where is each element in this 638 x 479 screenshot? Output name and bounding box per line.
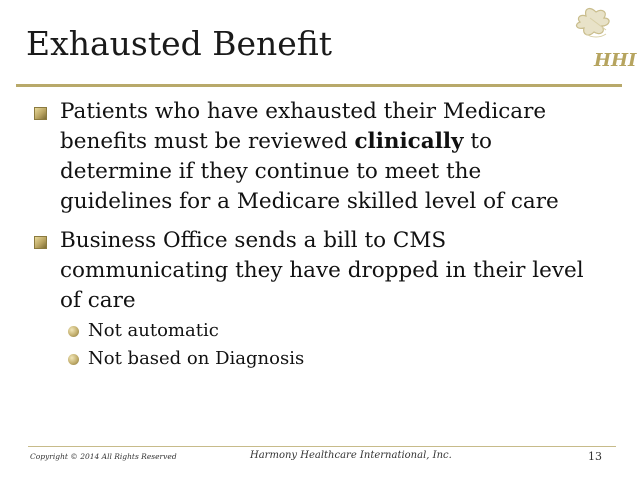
bullet-line: Patients who have exhausted their Medicare [60,99,547,124]
bullet-line: of care [60,288,136,313]
bullet-line: determine if they continue to meet the [60,159,482,184]
bullet-line: benefits must be reviewed clinically to [60,129,492,154]
slide-title: Exhausted Benefit [26,24,333,63]
bullet-line: guidelines for a Medicare skilled level of care [60,189,559,214]
emphasis-text: clinically [354,129,464,154]
round-bullet-icon [68,326,79,337]
copyright-text: Copyright © 2014 All Rights Reserved [30,452,177,461]
title-divider [16,84,622,87]
round-bullet-icon [68,354,79,365]
square-bullet-icon [34,107,47,120]
bullet-line: communicating they have dropped in their level [60,258,584,283]
company-name: Harmony Healthcare International, Inc. [250,450,452,461]
logo-text: HHI [594,50,637,71]
footer-divider [28,446,616,447]
bullet-line: Business Office sends a bill to CMS [60,228,447,253]
sub-bullet: Not automatic [88,320,219,341]
page-number: 13 [588,450,602,463]
hhi-logo [566,4,637,74]
sub-bullet: Not based on Diagnosis [88,348,305,369]
square-bullet-icon [34,236,47,249]
